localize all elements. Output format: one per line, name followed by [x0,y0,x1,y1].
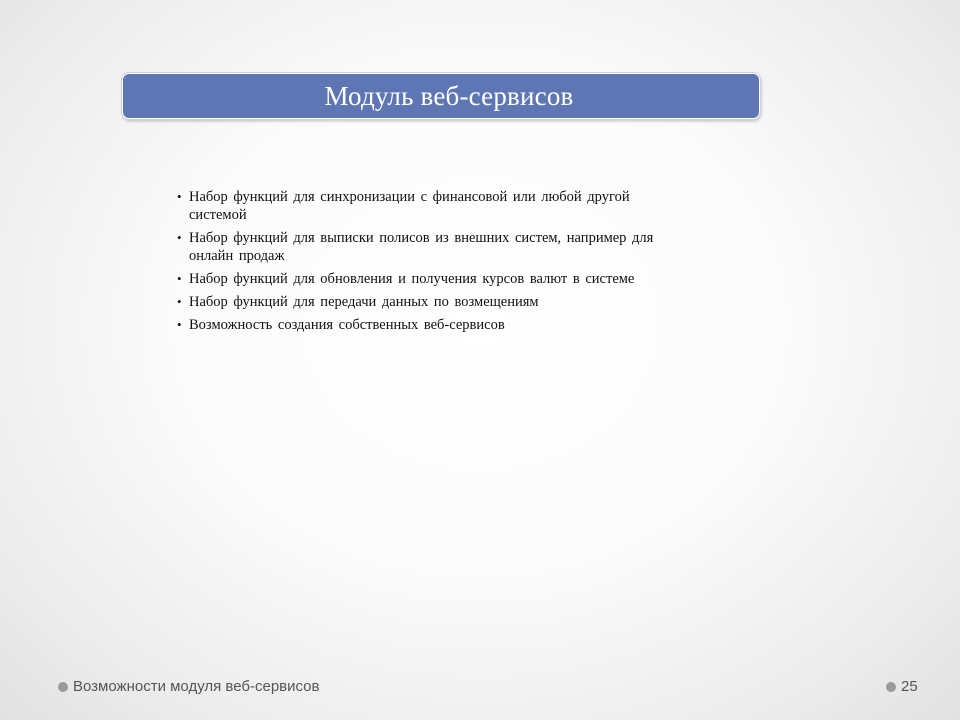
footer-text: Возможности модуля веб-сервисов [73,678,320,695]
footer-dot-icon [886,682,896,692]
bullet-text-line: Набор функций для передачи данных по возмещениям [189,294,539,310]
bullet-icon: • [177,317,182,332]
footer-dot-icon [58,682,68,692]
title-bar [122,73,760,119]
slide-title: Модуль веб-сервисов [324,80,574,111]
bullet-icon: • [177,294,182,309]
list-item [177,229,757,265]
bullet-text-line: онлайн продаж [189,248,285,264]
page-number: 25 [901,678,918,695]
bullet-text-line: Возможность создания собственных веб-сервисов [189,317,505,333]
list-item [177,270,757,288]
bullet-icon: • [177,271,182,286]
bullet-text-line: системой [189,207,247,223]
list-item [177,293,757,311]
slide-number [886,678,918,695]
bullet-icon: • [177,189,182,204]
bullet-text-line: Набор функций для выписки полисов из внешних систем, например для [189,230,654,246]
bullet-icon: • [177,230,182,245]
list-item [177,188,757,224]
bullet-list [177,188,757,339]
list-item [177,316,757,334]
footer-caption [58,678,319,695]
bullet-text-line: Набор функций для обновления и получения курсов валют в системе [189,271,635,287]
bullet-text-line: Набор функций для синхронизации с финансовой или любой другой [189,189,630,205]
